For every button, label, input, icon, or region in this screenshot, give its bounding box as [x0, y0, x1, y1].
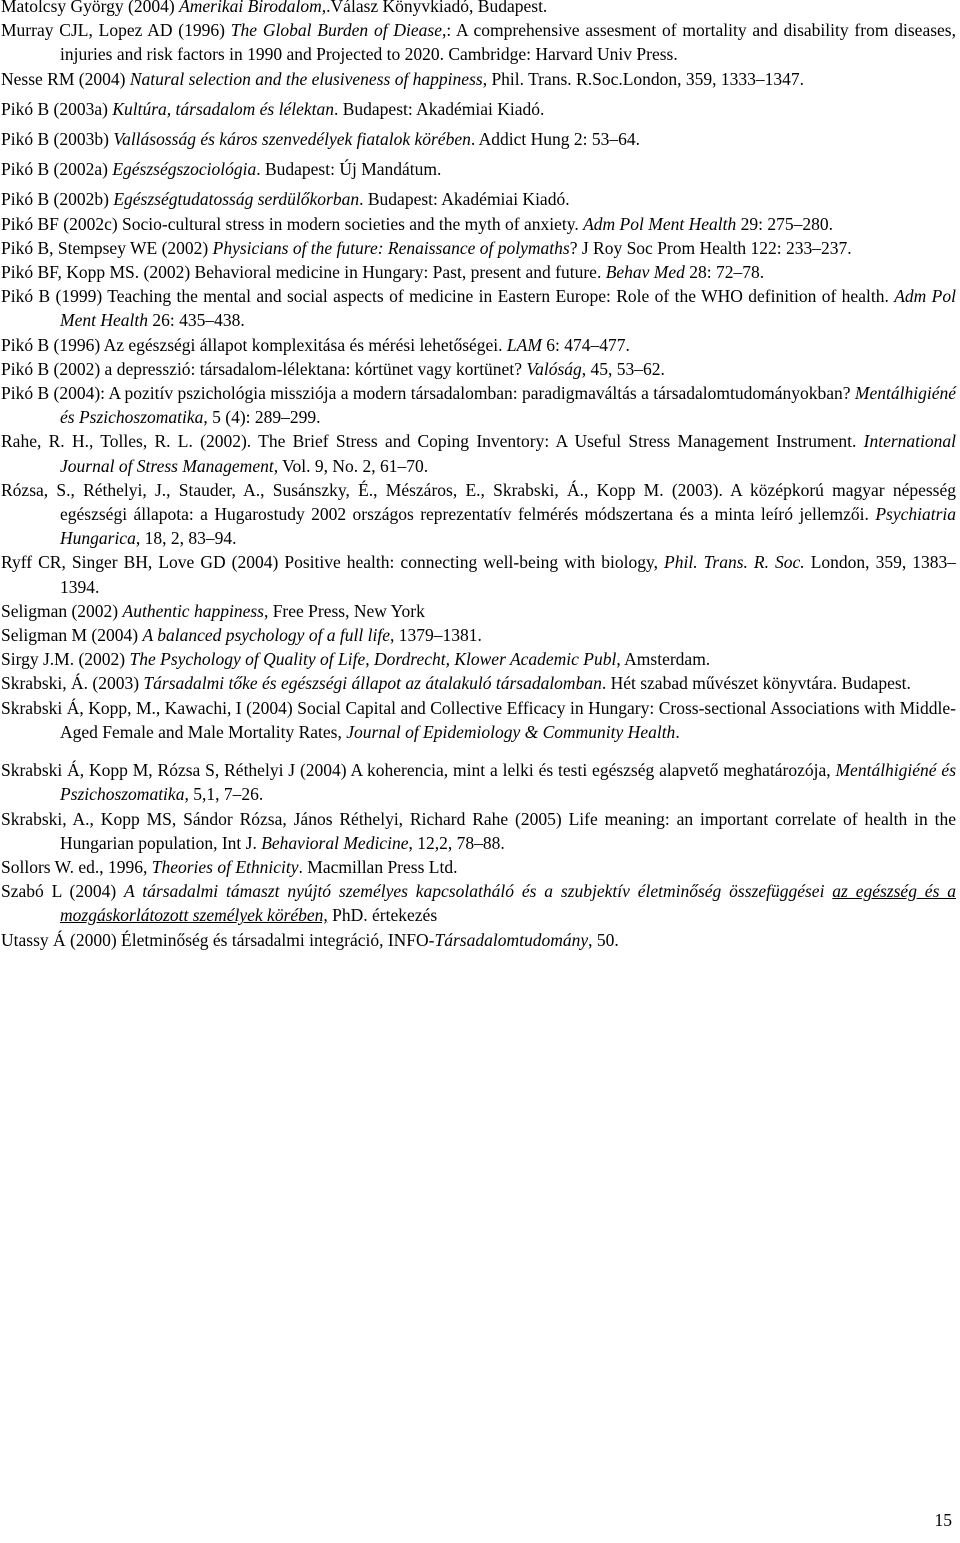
reference-text: Vol. 9, No. 2, 61–70.	[278, 455, 429, 476]
reference-italic-text: Társadalmi tőke és egészségi állapot az átalakuló társadalomban	[143, 673, 602, 694]
reference-text: , 45, 53–62.	[581, 358, 665, 379]
reference-text: , 5 (4): 289–299.	[203, 407, 321, 428]
reference-entry	[1, 928, 956, 952]
reference-entry	[1, 807, 956, 855]
reference-text: Skrabski Á, Kopp, M., Kawachi, I (2004) Social Capital and Collective Efficacy in Hungary: Cross-sectional Associations with Middle-Aged Female and Male Mortality Rates,	[1, 697, 956, 742]
reference-text: . Macmillan Press Ltd.	[298, 856, 458, 877]
reference-text: ? J Roy Soc Prom Health 122: 233–237.	[569, 237, 852, 258]
reference-text: Rahe, R. H., Tolles, R. L. (2002). The Brief Stress and Coping Inventory: A Useful Stress Management Instrument.	[1, 431, 864, 452]
reference-text: Nesse RM (2004)	[1, 68, 130, 89]
reference-text: Pikó BF (2002c) Socio-cultural stress in modern societies and the myth of anxiety.	[1, 213, 584, 234]
reference-entry	[1, 647, 956, 671]
reference-text: ,.Válasz Könyvkiadó, Budapest.	[321, 0, 548, 16]
reference-text: . Budapest: Akadémiai Kiadó.	[333, 98, 545, 119]
reference-italic-text: Behav Med	[605, 262, 685, 283]
reference-italic-text: Mentálhigiéné és Pszichoszomatika	[60, 383, 956, 428]
reference-text: Seligman M (2004)	[1, 625, 143, 646]
reference-italic-text: International Journal of Stress Management,	[60, 431, 956, 476]
reference-entry	[1, 879, 956, 927]
reference-text: . Budapest: Akadémiai Kiadó.	[359, 189, 570, 210]
reference-entry	[1, 599, 956, 623]
reference-text: . Budapest: Új Mandátum.	[256, 159, 442, 180]
reference-text: Pikó B (2002b)	[1, 189, 114, 210]
reference-text: Rózsa, S., Réthelyi, J., Stauder, A., Susánszky, É., Mészáros, E., Skrabski, Á., Kopp M. (2003). A középkorú magyar népesség egészségi állapota: a Hugarostudy 2002 országos reprezentatív felmérés módszertana és a minta leíró jellemzői.	[1, 479, 956, 525]
reference-text: London, 359, 1383–1394.	[60, 552, 957, 597]
reference-italic-text: Physicians of the future: Renaissance of polymaths	[212, 237, 570, 258]
reference-text: Pikó BF, Kopp MS. (2002) Behavioral medicine in Hungary: Past, present and future.	[1, 262, 606, 283]
reference-entry	[1, 478, 956, 551]
reference-text: Skrabski, A., Kopp MS, Sándor Rózsa, János Réthelyi, Richard Rahe (2005) Life meaning: an important correlate of health in the Hungarian population, Int J.	[1, 808, 956, 853]
reference-italic-text: Vallásosság és káros szenvedélyek fiatalok körében	[113, 129, 471, 150]
reference-text: 28: 72–78.	[684, 262, 765, 283]
reference-text: Pikó B (2004): A pozitív pszichológia missziója a modern társadalomban: paradigmaváltás a társadalomtudományokban?	[1, 383, 855, 404]
reference-italic-text: Authentic happiness	[122, 600, 264, 621]
reference-text: 6: 474–477.	[541, 334, 630, 355]
reference-italic-text: The Psychology of Quality of Life, Dordrecht, Klower Academic Publ	[129, 649, 617, 670]
reference-entry	[1, 357, 956, 381]
reference-text: . Hét szabad művészet könyvtára. Budapest.	[601, 673, 911, 694]
reference-entry	[1, 212, 956, 236]
reference-text: Skrabski, Á. (2003)	[1, 673, 144, 694]
reference-text: Ryff CR, Singer BH, Love GD (2004) Positive health: connecting well-being with biology,	[1, 552, 665, 573]
reference-text: , 5,1, 7–26.	[184, 784, 264, 805]
reference-text: , Free Press, New York	[263, 600, 425, 621]
reference-text: , 50.	[588, 929, 619, 950]
reference-entry	[1, 0, 956, 18]
reference-italic-text: A társadalmi támaszt nyújtó személyes kapcsolatháló és a szubjektív életminőség összefüggései	[124, 881, 833, 902]
reference-entry	[1, 855, 956, 879]
reference-text: Pikó B (2003a)	[1, 98, 113, 119]
reference-text: , 18, 2, 83–94.	[135, 528, 237, 549]
reference-italic-text: Journal of Epidemiology & Community Health	[346, 721, 676, 742]
reference-text: 29: 275–280.	[736, 213, 833, 234]
reference-italic-text: Mentálhigiéné és Pszichoszomatika	[60, 760, 957, 805]
reference-italic-text: Egészségtudatosság serdülőkorban	[113, 189, 360, 210]
reference-text: Pikó B (1999) Teaching the mental and social aspects of medicine in Eastern Europe: Role of the WHO definition of health.	[1, 286, 895, 307]
reference-entry	[1, 381, 956, 429]
reference-text: . Addict Hung 2: 53–64.	[470, 129, 641, 150]
reference-entry	[1, 284, 956, 332]
reference-entry	[1, 429, 956, 477]
reference-italic-text: Psychiatria Hungarica	[60, 504, 956, 549]
reference-italic-text: LAM	[506, 334, 542, 355]
reference-text: PhD. értekezés	[327, 905, 438, 926]
reference-text: Pikó B (2002) a depresszió: társadalom-lélektana: kórtünet vagy kortünet?	[1, 358, 527, 379]
reference-text: Skrabski Á, Kopp M, Rózsa S, Réthelyi J (2004) A koherencia, mint a lelki és testi egészség alapvető meghatározója,	[1, 760, 836, 781]
reference-text: ,: A comprehensive assesment of mortality and disability from diseases, injuries and risk factors in 1990 and Projected to 2020. Cambridge: Harvard Univ Press.	[60, 20, 956, 65]
reference-text: , 1379–1381.	[390, 625, 482, 646]
reference-entry	[1, 333, 956, 357]
reference-text: , 12,2, 78–88.	[408, 832, 505, 853]
reference-text: Pikó B (1996) Az egészségi állapot komplexitása és mérési lehetőségei.	[1, 334, 507, 355]
page-number: 15	[934, 1510, 952, 1530]
reference-entry	[1, 127, 956, 151]
reference-text: Seligman (2002)	[1, 600, 123, 621]
reference-entry	[1, 97, 956, 121]
reference-text: Pikó B (2002a)	[1, 159, 113, 180]
reference-entry	[1, 671, 956, 695]
reference-entry	[1, 18, 956, 66]
reference-entry	[1, 696, 956, 744]
reference-entry	[1, 758, 956, 806]
reference-italic-text: Theories of Ethnicity	[151, 856, 299, 877]
reference-italic-text: Natural selection and the elusiveness of happiness	[129, 68, 483, 89]
reference-underlined-text: az egészség és a mozgáskorlátozott személyek körében,	[60, 881, 956, 926]
reference-italic-text: Adm Pol Ment Health	[60, 286, 956, 331]
reference-text: Matolcsy György (2004)	[1, 0, 180, 16]
reference-entry	[1, 67, 956, 91]
reference-text: 26: 435–438.	[147, 310, 245, 331]
reference-italic-text: Társadalomtudomány	[434, 929, 589, 950]
reference-italic-text: The Global Burden of Diease	[230, 20, 442, 41]
reference-text: Pikó B (2003b)	[1, 129, 114, 150]
reference-italic-text: Egészségszociológia	[112, 159, 257, 180]
reference-list	[1, 0, 956, 952]
reference-entry	[1, 157, 956, 181]
reference-italic-text: Kultúra, társadalom és lélektan	[112, 98, 334, 119]
reference-entry	[1, 550, 956, 598]
reference-text: Pikó B, Stempsey WE (2002)	[1, 237, 213, 258]
reference-text: Utassy Á (2000) Életminőség és társadalmi integráció, INFO-	[1, 929, 435, 950]
reference-text: , Amsterdam.	[616, 649, 711, 670]
reference-italic-text: Phil. Trans. R. Soc.	[664, 552, 805, 573]
reference-italic-text: Valóság	[526, 358, 582, 379]
reference-entry	[1, 623, 956, 647]
reference-italic-text: A balanced psychology of a full life	[142, 625, 390, 646]
reference-entry	[1, 236, 956, 260]
reference-italic-text: Adm Pol Ment Health	[583, 213, 737, 234]
reference-text: Sollors W. ed., 1996,	[1, 856, 152, 877]
reference-text: Murray CJL, Lopez AD (1996)	[1, 20, 231, 41]
reference-text: .	[675, 721, 680, 742]
reference-italic-text: Behavioral Medicine	[261, 832, 409, 853]
reference-italic-text: Amerikai Birodalom	[179, 0, 322, 16]
reference-text: Szabó L (2004)	[1, 881, 125, 902]
reference-text: Sirgy J.M. (2002)	[1, 649, 130, 670]
reference-entry	[1, 260, 956, 284]
reference-text: , Phil. Trans. R.Soc.London, 359, 1333–1347.	[482, 68, 805, 89]
reference-entry	[1, 187, 956, 211]
